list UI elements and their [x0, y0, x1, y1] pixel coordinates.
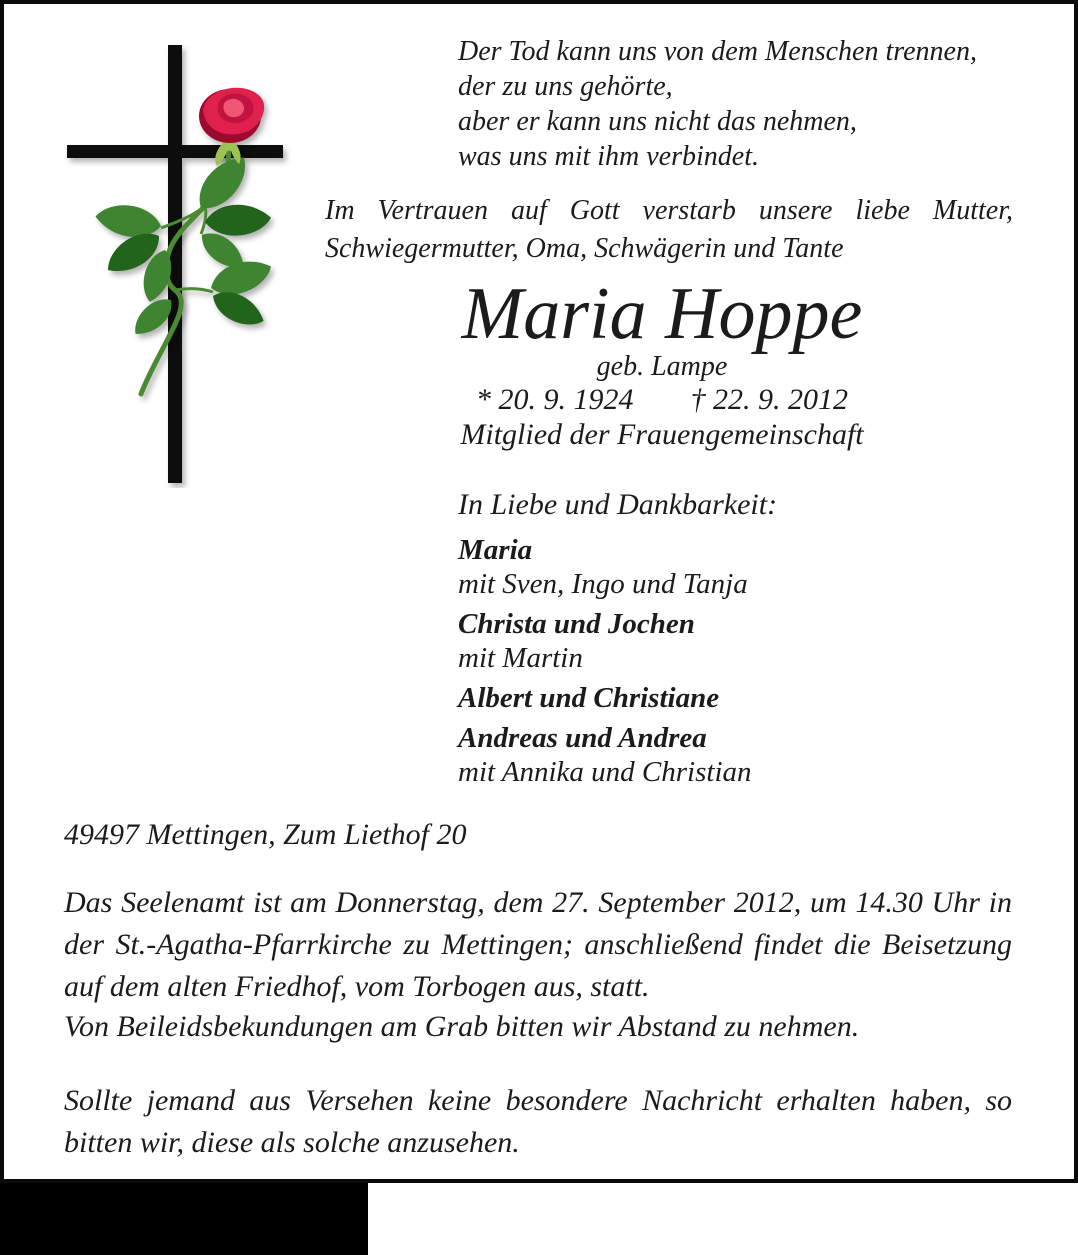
mourner-names: Andreas und Andrea: [458, 722, 707, 754]
death-date: † 22. 9. 2012: [690, 383, 848, 416]
condolence-note: Von Beileidsbekundungen am Grab bitten wir Abstand zu nehmen.: [64, 1010, 860, 1043]
mourner-group: [458, 721, 752, 789]
mourner-names: Maria: [458, 534, 533, 566]
mourner-group: [458, 681, 752, 715]
verse-line: Der Tod kann uns von dem Menschen trennen,: [458, 36, 977, 67]
mourners-list: [458, 533, 752, 795]
intro-paragraph: Im Vertrauen auf Gott verstarb unsere liebe Mutter, Schwiegermutter, Oma, Schwägerin und Tante: [325, 195, 1013, 264]
mourner-group: [458, 607, 752, 675]
verse-line: der zu uns gehörte,: [458, 71, 673, 102]
opening-verse: [458, 34, 977, 174]
membership-line: Mitglied der Frauengemeinschaft: [460, 418, 864, 451]
life-dates: [312, 383, 1012, 417]
mourner-with: mit Sven, Ingo und Tanja: [458, 568, 748, 600]
address-line: 49497 Mettingen, Zum Liethof 20: [64, 818, 467, 851]
deceased-name: Maria Hoppe: [461, 273, 863, 355]
apology-paragraph: Sollte jemand aus Versehen keine besondere Nachricht erhalten haben, so bitten wir, diese als solche anzusehen.: [64, 1084, 1012, 1159]
mourner-with: mit Martin: [458, 642, 583, 674]
verse-line: was uns mit ihm verbindet.: [458, 141, 759, 172]
redacted-block: [0, 1183, 368, 1255]
mourner-names: Christa und Jochen: [458, 608, 695, 640]
birth-date: * 20. 9. 1924: [476, 383, 634, 416]
verse-line: aber er kann uns nicht das nehmen,: [458, 106, 857, 137]
mourner-with: mit Annika und Christian: [458, 756, 752, 788]
rose-icon: [93, 88, 275, 394]
birth-name: geb. Lampe: [596, 351, 728, 382]
mourner-group: [458, 533, 752, 601]
farewell-heading: In Liebe und Dankbarkeit:: [458, 488, 778, 521]
mourner-names: Albert und Christiane: [458, 682, 720, 714]
service-paragraph: Das Seelenamt ist am Donnerstag, dem 27. September 2012, um 14.30 Uhr in der St.-Agatha-Pfarrkirche zu Mettingen; anschließend findet die Beisetzung auf dem alten Friedhof, vom Torbogen aus, statt.: [64, 886, 1012, 1003]
emblem-svg: [55, 38, 295, 488]
cross-and-rose-emblem: [55, 38, 295, 488]
